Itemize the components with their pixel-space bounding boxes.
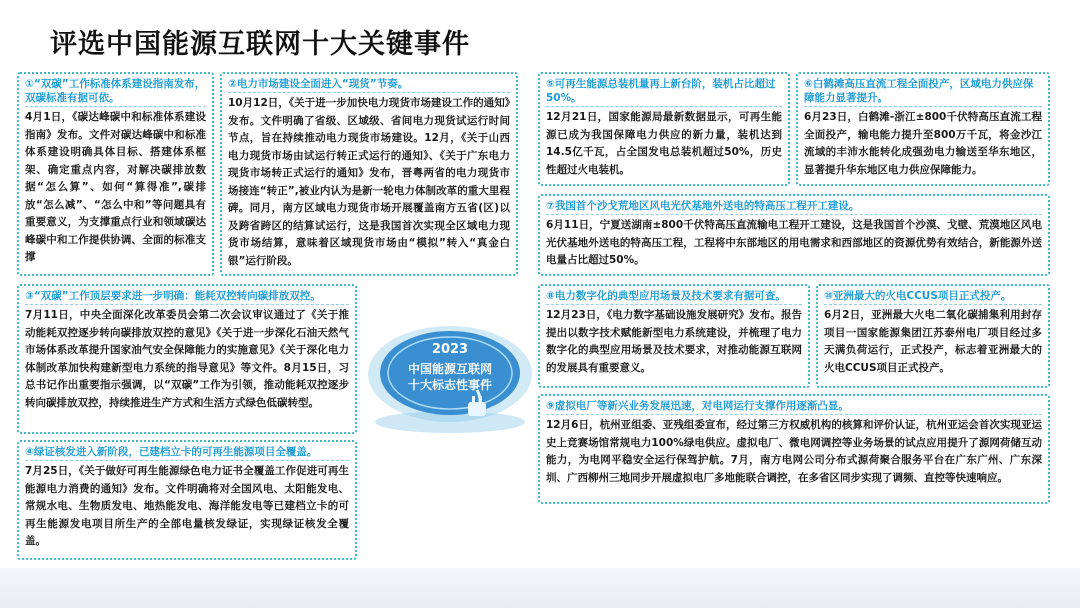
event-heading: ①“双碳”工作标准体系建设指南发布，双碳标准有据可依。 xyxy=(25,77,206,107)
page-title: 评选中国能源互联网十大关键事件 xyxy=(50,29,470,60)
event-heading: ⑤可再生能源总装机量再上新台阶，装机占比超过50%。 xyxy=(546,77,782,107)
event-body: 6月23日，白鹤滩-浙江±800千伏特高压直流工程全面投产，输电能力提升至800万千瓦，将金沙江流域的丰沛水能转化成强劲电力输送至华东地区，显著提升华东地区电力供应保障能力。 xyxy=(804,111,1042,176)
event-body: 12月21日，国家能源局最新数据显示，可再生能源已成为我国保障电力供应的新力量，装机达到14.5亿千瓦，占全国发电总装机超过50%，历史性超过火电装机。 xyxy=(546,111,782,176)
event-body: 10月12日，《关于进一步加快电力现货市场建设工作的通知》发布。文件明确了省级、区域级、省间电力现货试运行时间节点，旨在持续推动电力现货市场建设。12月，《关于山西电力现货市场由试运行转正式运行的通知》、《关于广东电力现货市场转正式运行的通知》发布，晋粤两省的电力现货市场接连“转正”,被业内认为是新一轮电力体制改革的重大里程碑。同月，南方区域电力现货市场开展覆盖南方五省(区)以及跨省跨区的结算试运行，这是我国首次实现全区域电力现货市场结算，意味着区域现货市场由“模拟”转入“真金白银”运行阶段。 xyxy=(228,97,510,267)
event-heading: ②电力市场建设全面进入“现货”节奏。 xyxy=(228,77,510,93)
event-card-1 xyxy=(17,72,214,276)
event-card-7 xyxy=(538,194,1050,276)
event-body: 6月11日，宁夏送湖南±800千伏特高压直流输电工程开工建设，这是我国首个沙漠、戈壁、荒漠地区风电光伏基地外送电的特高压工程，工程将中东部地区的用电需求和西部地区的资源优势有效结合，新能源外送电量占比超过50%。 xyxy=(546,219,1042,266)
event-card-4 xyxy=(17,440,357,560)
event-body: 12月23日，《电力数字基础设施发展研究》发布。报告提出以数字技术赋能新型电力系统建设，并梳理了电力数字化的典型应用场景及技术要求，对推动能源互联网的发展具有重要意义。 xyxy=(546,309,802,374)
event-heading: ⑩亚洲最大的火电CCUS项目正式投产。 xyxy=(824,289,1042,305)
event-card-6 xyxy=(796,72,1050,186)
event-heading: ③“双碳”工作顶层要求进一步明确：能耗双控转向碳排放双控。 xyxy=(25,289,349,305)
center-emblem xyxy=(365,318,535,438)
event-body: 6月2日，亚洲最大火电二氧化碳捕集利用封存项目一国家能源集团江苏泰州电厂项目经过多天满负荷运行，正式投产，标志着亚洲最大的火电CCUS项目正式投产。 xyxy=(824,309,1042,374)
event-body: 12月6日，杭州亚组委、亚残组委宣布，经过第三方权威机构的核算和评价认证，杭州亚运会首次实现亚运史上竞赛场馆常规电力100%绿电供应。虚拟电厂、微电网调控等业务场景的试点应用提升了源网荷储互动能力，为电网平稳安全运行保驾护航。7月，南方电网公司分布式源荷聚合服务平台在广东广州、广东深圳、广西柳州三地同步开展虚拟电厂多地能联合调控，在多省区同步实现了调频、直控等快速响应。 xyxy=(546,419,1042,484)
event-heading: ⑧电力数字化的典型应用场景及技术要求有据可查。 xyxy=(546,289,802,305)
event-body: 4月1日，《碳达峰碳中和标准体系建设指南》发布。文件对碳达峰碳中和标准体系建设明确具体目标、搭建体系框架、确定重点内容，对解决碳排放数据“怎么算”、如何“算得准”,碳排放“怎么减”、“怎么中和”等问题具有重要意义，为支撑重点行业和领域碳达峰碳中和工作提供协调、全面的标准支撑 xyxy=(25,111,206,263)
event-card-5 xyxy=(538,72,790,186)
event-heading: ⑥白鹤滩高压直流工程全面投产，区域电力供应保障能力显著提升。 xyxy=(804,77,1042,107)
event-heading: ⑦我国首个沙戈荒地区风电光伏基地外送电的特高压工程开工建设。 xyxy=(546,199,1042,215)
event-body: 7月11日，中央全面深化改革委员会第二次会议审议通过了《关于推动能耗双控逐步转向碳排放双控的意见》《关于进一步深化石油天然气市场体系改革提升国家油气安全保障能力的实施意见》《关于深化电力体制改革加快构建新型电力系统的指导意见》等文件。8月15日，习总书记作出重要指示强调，以“双碳”工作为引领，推动能耗双控逐步转向碳排放双控，持续推进生产方式和生活方式绿色低碳转型。 xyxy=(25,309,349,409)
event-heading: ④绿证核发进入新阶段，已建档立卡的可再生能源项目全覆盖。 xyxy=(25,445,349,461)
event-card-10 xyxy=(816,284,1050,388)
event-card-2 xyxy=(220,72,518,276)
center-line1: 中国能源互联网 xyxy=(407,362,492,376)
event-card-8 xyxy=(538,284,810,388)
event-card-3 xyxy=(17,284,357,434)
background-road xyxy=(0,568,1080,608)
event-body: 7月25日，《关于做好可再生能源绿色电力证书全覆盖工作促进可再生能源电力消费的通知》发布。文件明确将对全国风电、太阳能发电、常规水电、生物质发电、地热能发电、海洋能发电等已建档立卡的可再生能源发电项目所生产的全部电量核发绿证，实现绿证核发全覆盖。 xyxy=(25,465,349,547)
center-year: 2023 xyxy=(431,342,469,357)
center-line2: 十大标志性事件 xyxy=(407,378,492,392)
event-card-9 xyxy=(538,394,1050,504)
event-heading: ⑨虚拟电厂等新兴业务发展迅速，对电网运行支撑作用逐渐凸显。 xyxy=(546,399,1042,415)
